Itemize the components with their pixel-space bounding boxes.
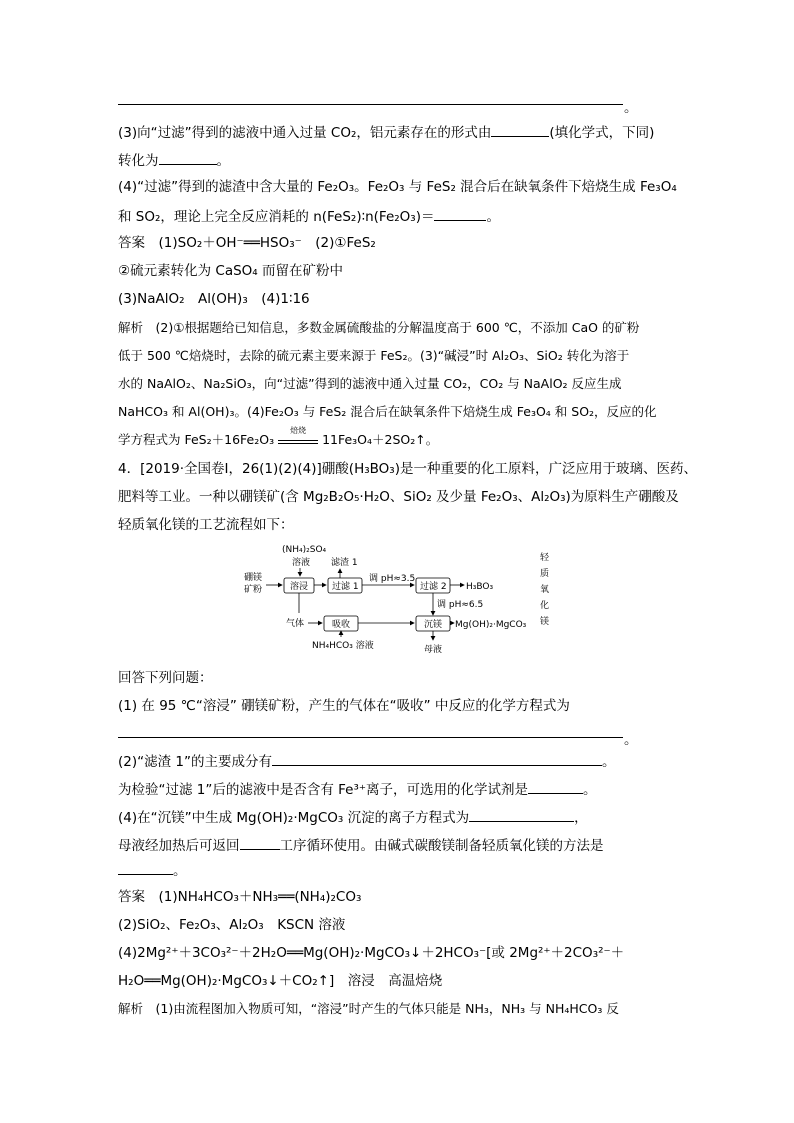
fill-blank[interactable] <box>240 835 280 850</box>
answer-2-line-3 <box>118 944 624 962</box>
gas-label: 气体 <box>286 619 305 629</box>
subquestion-1-line-1 <box>118 697 570 715</box>
analysis-text: NaHCO₃ 和 Al(OH)₃。(4)Fe₂O₃ 与 FeS₂ 混合后在缺氧条件下焙烧生成 Fe₃O₄ 和 SO₂，反应的化 <box>118 404 657 419</box>
answer-text: 答案 (1)NH₄HCO₃＋NH₃══(NH₄)₂CO₃ <box>118 889 362 905</box>
question-text: 4．[2019·全国卷Ⅰ，26(1)(2)(4)]硼酸(H₃BO₃)是一种重要的化工原料，广泛应用于玻璃、医药、 <box>118 461 697 477</box>
question-3-line-1 <box>118 122 654 142</box>
answer-blank-line <box>118 104 623 105</box>
analysis-text: 解析 (1)由流程图加入物质可知，“溶浸”时产生的气体只能是 NH₃，NH₃ 与 NH₄HCO₃ 反 <box>118 1001 619 1016</box>
absorb-label: 吸收 <box>332 620 351 630</box>
analysis-text: 低于 500 ℃焙烧时，去除的硫元素主要来源于 FeS₂。(3)“碱浸”时 Al₂O₃、SiO₂ 转化为溶于 <box>118 348 630 363</box>
reaction-condition: 焙烧 <box>290 426 307 435</box>
subquestion-4-line-1 <box>118 807 588 827</box>
question-4-intro-line-3 <box>118 516 294 534</box>
ph-6-5-label: 调 pH≈6.5 <box>437 600 484 610</box>
question-text: (2)“滤渣 1”的主要成分有 <box>118 754 272 770</box>
ore-label-2: 矿粉 <box>244 585 263 595</box>
question-text: 。 <box>216 153 230 169</box>
subquestion-2-line-2 <box>118 779 597 799</box>
question-text: 工序循环使用。由碱式碳酸镁制备轻质氧化镁的方法是 <box>279 838 604 854</box>
fill-blank[interactable] <box>469 807 574 822</box>
answer-2-line-4 <box>118 972 442 990</box>
filter-1-label: 过滤 1 <box>332 582 359 592</box>
analysis-line-5 <box>118 426 439 449</box>
question-text: 肥料等工业。一种以硼镁矿(含 Mg₂B₂O₅·H₂O、SiO₂ 及少量 Fe₂O₃、Al₂O₃)为原料生产硼酸及 <box>118 489 679 505</box>
answer-text: (2)SiO₂、Fe₂O₃、Al₂O₃ KSCN 溶液 <box>118 917 346 933</box>
analysis-line-4 <box>118 403 657 421</box>
ph-3-5-label: 调 pH≈3.5 <box>369 574 416 584</box>
analysis-text: 11Fe₃O₄＋2SO₂↑。 <box>322 432 439 447</box>
analysis-line-2 <box>118 347 629 365</box>
reagent-ammonium-sulfate: (NH₄)₂SO₄ <box>282 545 327 555</box>
fill-blank[interactable] <box>272 751 602 766</box>
question-3-line-2 <box>118 150 230 170</box>
analysis-text: 解析 (2)①根据题给已知信息，多数金属硫酸盐的分解温度高于 600 ℃，不添加 CaO 的矿粉 <box>118 320 640 335</box>
question-4-line-1 <box>118 178 677 196</box>
question-text: 回答下列问题： <box>118 670 213 686</box>
question-4-intro-line-1 <box>118 460 697 478</box>
question-text: 为检验“过滤 1”后的滤液中是否含有 Fe³⁺离子，可选用的化学试剂是 <box>118 782 529 798</box>
analysis-line-3 <box>118 375 622 393</box>
light-mgo-label <box>540 551 550 627</box>
question-text: 和 SO₂，理论上完全反应消耗的 n(FeS₂)∶n(Fe₂O₃)＝ <box>118 209 435 225</box>
dissolve-label: 溶浸 <box>290 582 309 592</box>
answer-2-line-1 <box>118 888 361 906</box>
answer-text: (4)2Mg²⁺＋3CO₃²⁻＋2H₂O══Mg(OH)₂·MgCO₃↓＋2HCO₃⁻[或 2Mg²⁺＋2CO₃²⁻＋ <box>118 945 625 961</box>
fill-blank[interactable] <box>491 122 549 137</box>
ammonium-bicarbonate-label: NH₄HCO₃ 溶液 <box>312 641 374 651</box>
analysis-line-1 <box>118 319 639 337</box>
answer-2-line-2 <box>118 916 345 934</box>
question-text: (3)向“过滤”得到的滤液中通入过量 CO₂，铝元素存在的形式由 <box>118 125 492 141</box>
subquestion-4-line-2 <box>118 835 604 855</box>
fill-blank[interactable] <box>434 206 486 221</box>
answer-text: ②硫元素转化为 CaSO₄ 而留在矿粉中 <box>118 263 343 279</box>
svg-text:化: 化 <box>540 601 550 611</box>
fill-blank[interactable] <box>159 150 217 165</box>
question-text: ， <box>574 810 588 826</box>
answer-text: (3)NaAlO₂ Al(OH)₃ (4)1∶16 <box>118 291 310 307</box>
mother-liquor-label: 母液 <box>424 645 443 655</box>
residue-1-label: 滤渣 1 <box>331 558 358 568</box>
question-text: (4)“过滤”得到的滤渣中含大量的 Fe₂O₃。Fe₂O₃ 与 FeS₂ 混合后在缺氧条件下焙烧生成 Fe₃O₄ <box>118 179 677 195</box>
question-text: 。 <box>583 782 597 798</box>
reagent-solution-label: 溶液 <box>292 558 311 568</box>
answer-text: 答案 (1)SO₂＋OH⁻══HSO₃⁻ (2)①FeS₂ <box>118 235 376 251</box>
svg-text:氧: 氧 <box>540 585 550 595</box>
question-4-intro-line-2 <box>118 488 679 506</box>
ore-label-1: 硼镁 <box>244 573 263 583</box>
answer-line-2 <box>118 262 343 280</box>
question-text: (4)在“沉镁”中生成 Mg(OH)₂·MgCO₃ 沉淀的离子方程式为 <box>118 810 470 826</box>
sentence-end: 。 <box>624 732 638 748</box>
subquestion-2-line-1 <box>118 751 616 771</box>
answer-prompt <box>118 669 213 687</box>
answer-line-3 <box>118 290 310 308</box>
question-text: 转化为 <box>118 153 159 169</box>
question-text: 母液经加热后可返回 <box>118 838 240 854</box>
answer-line-1 <box>118 234 376 252</box>
question-text: (1) 在 95 ℃“溶浸” 硼镁矿粉，产生的气体在“吸收” 中反应的化学方程式为 <box>118 698 570 714</box>
analysis-text: 水的 NaAlO₂、Na₂SiO₃，向“过滤”得到的滤液中通入过量 CO₂，CO₂ 与 NaAlO₂ 反应生成 <box>118 376 622 391</box>
precipitate-label: 沉镁 <box>424 620 443 630</box>
analysis-text: 学方程式为 FeS₂＋16Fe₂O₃ <box>118 432 275 447</box>
subquestion-4-line-3 <box>118 860 187 880</box>
sentence-end: 。 <box>624 100 638 116</box>
answer-text: H₂O══Mg(OH)₂·MgCO₃↓＋CO₂↑] 溶浸 高温焙烧 <box>118 973 443 989</box>
question-text: (填化学式，下同) <box>549 125 655 141</box>
question-4-line-2 <box>118 206 500 226</box>
filter-2-label: 过滤 2 <box>420 582 447 592</box>
fill-blank[interactable] <box>528 779 583 794</box>
fill-blank[interactable] <box>118 737 623 738</box>
question-text: 。 <box>486 209 500 225</box>
svg-text:质: 质 <box>540 569 550 579</box>
process-flowchart <box>242 540 572 655</box>
analysis-2-line-1 <box>118 1000 619 1018</box>
question-text: 。 <box>602 754 616 770</box>
svg-text:镁: 镁 <box>540 617 550 627</box>
svg-text:轻: 轻 <box>540 553 550 563</box>
basic-magnesium-carbonate-product: Mg(OH)₂·MgCO₃ <box>455 620 527 630</box>
reaction-arrow <box>278 426 318 444</box>
boric-acid-product: H₃BO₃ <box>466 582 494 592</box>
question-text: 轻质氧化镁的工艺流程如下： <box>118 517 294 533</box>
fill-blank[interactable] <box>118 860 173 875</box>
question-text: 。 <box>173 863 187 879</box>
